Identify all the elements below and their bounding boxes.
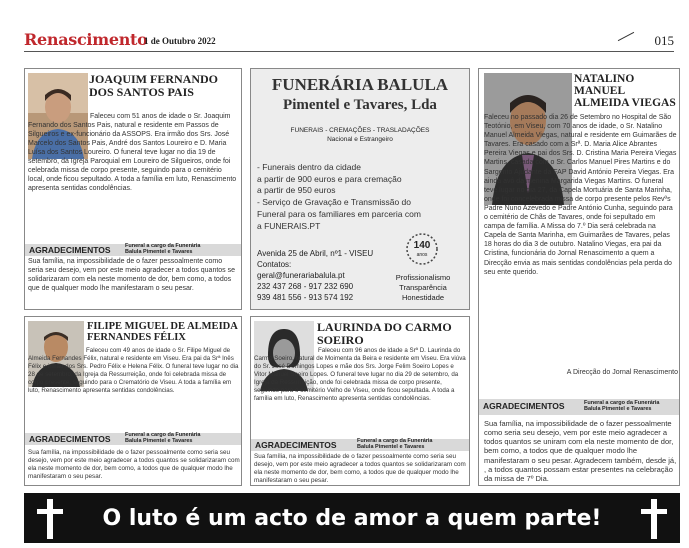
obituary-text: Faleceu com 96 anos de idade a Srª D. Laurinda do Carmo Soeiro, natural de Moimenta da Beira e residente em Viseu. Era viúva do Sr. José Domingos Lopes e mãe dos Srs. Jorge Felim Soeiro Lopes e Vitor Manuel Soeiro Lopes. O funeral teve lugar no dia 29 de setembro, da Igreja da Ressurreição, onde foi celebrada missa de corpo presente, seguindo para o cemitério Velho de Viseu, onde ficou sepultada. A toda a família em luto, Renascimento apresenta sentidas condolências. (254, 347, 466, 403)
obituary-name: NATALINO MANUEL ALMEIDA VIEGAS (574, 73, 676, 110)
ad-email[interactable]: geral@funerariabalula.pt (257, 270, 345, 280)
ad-services: FUNERAIS - CREMAÇÕES - TRASLADAÇÕES (290, 127, 430, 134)
newspaper-brand: Renascimento (24, 30, 148, 49)
obituary-name: LAURINDA DO CARMO SOEIRO (317, 320, 452, 347)
obituary-text: Faleceu com 51 anos de idade o Sr. Joaquim Fernando dos Santos Pais, natural e residente em Passos de Silgueiros e ex-funcionário da ASSOPS. Era irmão dos Srs. José Marcelo dos Santos Pais, André dos Santos Loureiro e D. Maria Luísa dos Santos Loureiro. O funeral teve lugar no dia 19 de setembro, da Igreja Paroquial em Loureiro de Silgueiros, onde foi celebrada missa de corpo presente, seguindo para o cemitério local, onde ficou sepultado. A toda a família em luto, Renascimento apresenta sentidas condolências. (28, 113, 237, 192)
page-header (24, 30, 674, 52)
banner-quote: O luto é um acto de amor a quem parte! (102, 506, 602, 531)
ad-offer-list: - Funerais dentro da cidade a partir de 900 euros e para cremação a partir de 950 euros - Serviço de Gravação e Transmissão do Funeral para os familiares em parceria com a FUNERAIS.PT (257, 162, 421, 231)
cross-icon (636, 499, 672, 539)
obituary-text: Faleceu com 49 anos de idade o Sr. Filipe Miguel de Almeida Fernandes Félix, natural e residente em Viseu. Era pai da Srª Inês Félix e irmão dos Srs. Pedro Félix e Helena Félix. O funeral teve lugar no dia 28 de setembro, da Igreja da Ressurreição, onde foi celebrada missa de corpo presente, seguindo para o Crematório de Viseu. A toda a família em luto, Renascimento apresenta sentidas condolências. (28, 347, 239, 395)
acknowledgements-text: Sua família, na impossibilidade de o fazer pessoalmente como seria seu desejo, vem por este meio agradecer a todos quantos se uniram com ela neste momento de dor, bem como, a todos que de qualquer modo lhe manifestaram o seu pesar. Agradecem também, desde já, , a todos quantos possam estar presentes na celebração da missa de 7º Dia. (484, 419, 677, 483)
ad-values: Profissionalismo Transparência Honestidade (395, 273, 451, 302)
obituary-laurinda (250, 316, 470, 486)
issue-date: 1 de Outubro 2022 (144, 36, 216, 46)
obituary-joaquim (24, 68, 242, 310)
anniversary-badge: 140 anos (404, 231, 440, 267)
obituary-name: FILIPE MIGUEL DE ALMEIDA FERNANDES FÉLIX (87, 321, 238, 344)
ad-address: Avenida 25 de Abril, nº1 - VISEU (257, 249, 374, 258)
obituary-text: Faleceu no passado dia 26 de Setembro no Hospital de São Teotónio, em Viseu, com 70 anos de idade, o Sr. Natalino Manuel Almeida Viegas, natural e residente em Guimarães de Tavares. Era casado com a Srª. D. Maria Alice Abrantes Pereira Viegas e pai dos Srs. D. Cristina Maria Pereira Viegas Martins, casada com o Sr. Carlos Manuel Pires Martins e do Sargento Ajudante da FAP David António Pereira Viegas. Era ainda avô da menina Margarida Viegas Martins. O funeral teve lugar no dia 27, da Capela Mortuária de Santa Marinha, onde foi concelebrada missa de corpo presente pelos Revºs Padre Nuno Azevedo e Padre António Cunha, seguindo para o cemitério de Chãs de Tavares, onde foi sepultado em campa de família. A Missa do 7.º Dia será celebrada na Capela de Santa Marinha, em Guimarães de Tavares, pelas 18 horas do dia 3 de outubro. Natalino Viegas, era pai da Cristina, funcionária do Jornal Renascimento a quem a Direcção envia as mais sentidas condolências pela perda do seu ente querido. (484, 114, 677, 276)
acknowledgements-text: Sua família, na impossibilidade de o fazer pessoalmente como seria seu desejo, vem por este meio agradecer a todos quantos se solidarizaram com ela neste momento de dor, bem como, a todos que de qualquer modo lhe manifestaram o seu pesar. (28, 449, 240, 481)
page-number: 015 (654, 33, 674, 48)
ad-subtitle: Pimentel e Tavares, Lda (283, 97, 437, 113)
acknowledgements-text: Sua família, na impossibilidade de o fazer pessoalmente como seria seu desejo, vem por este meio agradecer a todos quantos se solidarizaram com ela neste momento de dor, bem como, a todos que de qualquer modo lhe manifestaram o seu pesar. (28, 258, 236, 292)
acknowledgements-bar: AGRADECIMENTOS Funeral a cargo da Funerária Balula Pimentel e Tavares (251, 439, 469, 451)
funeral-home-ad (250, 68, 470, 310)
acknowledgements-text: Sua família, na impossibilidade de o fazer pessoalmente como seria seu desejo, vem por este meio agradecer a todos quantos se solidarizaram com ela neste momento de dor, bem como, a todos que de qualquer modo lhe manifestaram o seu pesar. (254, 453, 466, 485)
ad-phone: 232 437 268 - 917 232 690 (257, 281, 354, 291)
ad-scope: Nacional e Estrangeiro (327, 136, 393, 143)
acknowledgements-bar: AGRADECIMENTOS Funeral a cargo da Funerária Balula Pimentel e Tavares (25, 433, 241, 445)
ad-contacts: Avenida 25 de Abril, nº1 - VISEU Contatos: geral@funerariabalula.pt 232 437 268 - 917 232 690 939 481 556 - 913 574 192 (257, 249, 374, 302)
obituary-natalino (478, 68, 680, 486)
obituary-filipe (24, 316, 242, 486)
ad-phone: 939 481 556 - 913 574 192 (257, 292, 354, 302)
obituary-name: JOAQUIM FERNANDO DOS SANTOS PAIS (89, 72, 218, 99)
slash-divider (618, 32, 634, 41)
ad-title: FUNERÁRIA BALULA (271, 75, 449, 94)
mourning-banner (24, 493, 680, 543)
signature: A Direcção do Jornal Renascimento (566, 369, 678, 376)
acknowledgements-bar: AGRADECIMENTOS Funeral a cargo da Funerária Balula Pimentel e Tavares (479, 399, 679, 415)
acknowledgements-bar: AGRADECIMENTOS Funeral a cargo da Funerária Balula Pimentel e Tavares (25, 244, 241, 256)
